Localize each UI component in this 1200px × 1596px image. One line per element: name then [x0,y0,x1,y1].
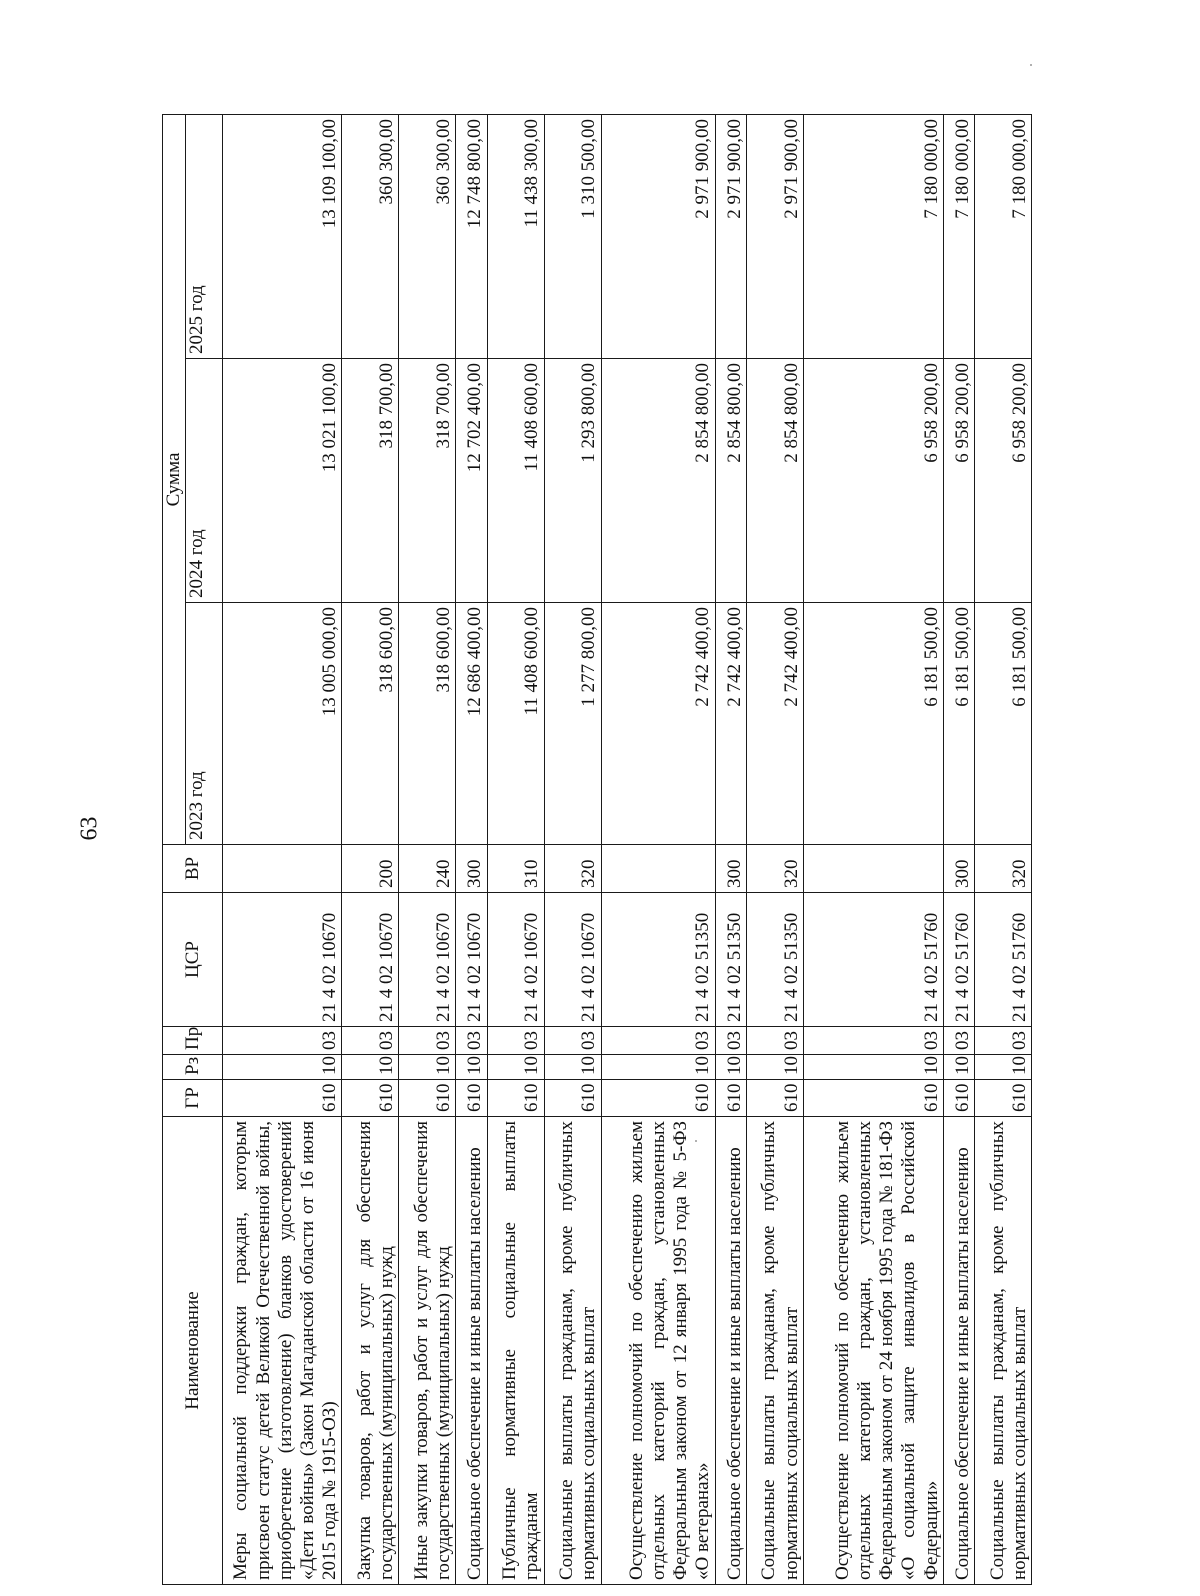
table-row [943,115,974,1585]
table-row [544,115,601,1585]
row-2023: 11 408 600,00 [487,603,544,845]
row-csr: 21 4 02 51760 [943,893,974,1027]
row-csr: 21 4 02 10670 [342,893,399,1027]
header-sum: Сумма [163,115,186,845]
row-vr: 300 [943,845,974,893]
rotated-table-container [162,115,1032,1585]
table-row [601,115,715,1585]
row-rz: 10 [974,1055,1031,1080]
row-pr: 03 [456,1027,487,1055]
row-name: Осуществление полномочий по обеспечению жильем отдельных категорий граждан, установленных Федеральным законом от 24 ноября 1995 года № 181-ФЗ «О социальной защите инвалидов в Российской Федерации» [803,1117,943,1585]
row-2025: 2 971 900,00 [746,115,803,359]
row-csr: 21 4 02 51350 [601,893,715,1027]
row-pr: 03 [342,1027,399,1055]
row-name: Осуществление полномочий по обеспечению жильем отдельных категорий граждан, установленных Федеральным законом от 12 января 1995 года № 5-ФЗ «О ветеранах» [601,1117,715,1585]
row-2023: 2 742 400,00 [601,603,715,845]
row-2024: 12 702 400,00 [456,359,487,603]
row-pr: 03 [223,1027,342,1055]
row-2025: 13 109 100,00 [223,115,342,359]
row-name: Социальные выплаты гражданам, кроме публичных нормативных социальных выплат [746,1117,803,1585]
row-name: Закупка товаров, работ и услуг для обеспечения государственных (муниципальных) нужд [342,1117,399,1585]
row-2023: 6 181 500,00 [803,603,943,845]
row-pr: 03 [487,1027,544,1055]
row-gr: 610 [223,1080,342,1117]
row-pr: 03 [974,1027,1031,1055]
table-row [399,115,456,1585]
page-number: 63 [76,816,103,841]
row-vr: 200 [342,845,399,893]
row-pr: 03 [943,1027,974,1055]
header-csr: ЦСР [163,893,223,1027]
row-csr: 21 4 02 10670 [456,893,487,1027]
row-vr [803,845,943,893]
row-2024: 6 958 200,00 [974,359,1031,603]
row-2023: 1 277 800,00 [544,603,601,845]
row-rz: 10 [456,1055,487,1080]
row-2023: 2 742 400,00 [715,603,746,845]
row-rz: 10 [399,1055,456,1080]
row-2024: 13 021 100,00 [223,359,342,603]
row-name: Меры социальной поддержки граждан, которым присвоен статус детей Великой Отечественной войны, приобретение (изготовление) бланков удостоверений «Дети войны» (Закон Магаданской области от 16 июня 2015 года № 1915-ОЗ) [223,1117,342,1585]
row-2025: 360 300,00 [399,115,456,359]
row-vr: 300 [456,845,487,893]
header-2023: 2023 год [186,603,223,845]
row-2025: 12 748 800,00 [456,115,487,359]
row-rz: 10 [544,1055,601,1080]
row-rz: 10 [803,1055,943,1080]
row-csr: 21 4 02 51760 [803,893,943,1027]
row-2024: 11 408 600,00 [487,359,544,603]
row-2025: 2 971 900,00 [601,115,715,359]
row-gr: 610 [601,1080,715,1117]
row-rz: 10 [487,1055,544,1080]
row-vr: 240 [399,845,456,893]
header-2025: 2025 год [186,115,223,359]
row-name: Социальное обеспечение и иные выплаты населению [943,1117,974,1585]
row-csr: 21 4 02 51760 [974,893,1031,1027]
row-gr: 610 [715,1080,746,1117]
row-vr: 320 [544,845,601,893]
row-2023: 318 600,00 [342,603,399,845]
row-2024: 6 958 200,00 [803,359,943,603]
row-gr: 610 [803,1080,943,1117]
table-row [746,115,803,1585]
row-2024: 318 700,00 [399,359,456,603]
row-gr: 610 [943,1080,974,1117]
row-2025: 360 300,00 [342,115,399,359]
row-2023: 6 181 500,00 [974,603,1031,845]
row-rz: 10 [943,1055,974,1080]
row-2023: 2 742 400,00 [746,603,803,845]
row-vr: 310 [487,845,544,893]
row-pr: 03 [746,1027,803,1055]
row-pr: 03 [803,1027,943,1055]
row-gr: 610 [399,1080,456,1117]
table-row [715,115,746,1585]
row-name: Социальное обеспечение и иные выплаты населению [456,1117,487,1585]
row-2025: 1 310 500,00 [544,115,601,359]
row-2024: 2 854 800,00 [601,359,715,603]
row-rz: 10 [746,1055,803,1080]
table-row [456,115,487,1585]
row-pr: 03 [544,1027,601,1055]
table-row [487,115,544,1585]
row-rz: 10 [342,1055,399,1080]
row-gr: 610 [487,1080,544,1117]
scan-speck [1030,64,1032,66]
table-row [803,115,943,1585]
row-pr: 03 [715,1027,746,1055]
row-2024: 1 293 800,00 [544,359,601,603]
row-2023: 13 005 000,00 [223,603,342,845]
row-name: Социальные выплаты гражданам, кроме публичных нормативных социальных выплат [974,1117,1031,1585]
row-2025: 2 971 900,00 [715,115,746,359]
row-gr: 610 [342,1080,399,1117]
row-csr: 21 4 02 51350 [715,893,746,1027]
row-csr: 21 4 02 10670 [544,893,601,1027]
header-vr: ВР [163,845,223,893]
row-csr: 21 4 02 51350 [746,893,803,1027]
header-name: Наименование [163,1117,223,1585]
row-2024: 6 958 200,00 [943,359,974,603]
header-rz: Рз [163,1055,223,1080]
header-pr: Пр [163,1027,223,1055]
row-2025: 11 438 300,00 [487,115,544,359]
row-vr [601,845,715,893]
row-2025: 7 180 000,00 [943,115,974,359]
row-gr: 610 [456,1080,487,1117]
row-name: Социальные выплаты гражданам, кроме публичных нормативных социальных выплат [544,1117,601,1585]
row-pr: 03 [601,1027,715,1055]
table-row [974,115,1031,1585]
row-csr: 21 4 02 10670 [399,893,456,1027]
row-2023: 6 181 500,00 [943,603,974,845]
row-2023: 318 600,00 [399,603,456,845]
row-name: Публичные нормативные социальные выплаты гражданам [487,1117,544,1585]
row-vr: 300 [715,845,746,893]
row-2025: 7 180 000,00 [974,115,1031,359]
row-2024: 2 854 800,00 [715,359,746,603]
row-vr: 320 [746,845,803,893]
row-gr: 610 [746,1080,803,1117]
header-2024: 2024 год [186,359,223,603]
row-rz: 10 [715,1055,746,1080]
row-2025: 7 180 000,00 [803,115,943,359]
row-rz: 10 [223,1055,342,1080]
table-row [342,115,399,1585]
budget-table [162,114,1032,1585]
row-vr: 320 [974,845,1031,893]
row-name: Иные закупки товаров, работ и услуг для обеспечения государственных (муниципальных) нужд [399,1117,456,1585]
row-csr: 21 4 02 10670 [223,893,342,1027]
header-gr: ГР [163,1080,223,1117]
row-gr: 610 [544,1080,601,1117]
row-2023: 12 686 400,00 [456,603,487,845]
row-name: Социальное обеспечение и иные выплаты населению [715,1117,746,1585]
row-gr: 610 [974,1080,1031,1117]
row-vr [223,845,342,893]
row-pr: 03 [399,1027,456,1055]
row-2024: 318 700,00 [342,359,399,603]
row-2024: 2 854 800,00 [746,359,803,603]
row-rz: 10 [601,1055,715,1080]
row-csr: 21 4 02 10670 [487,893,544,1027]
table-row [223,115,342,1585]
